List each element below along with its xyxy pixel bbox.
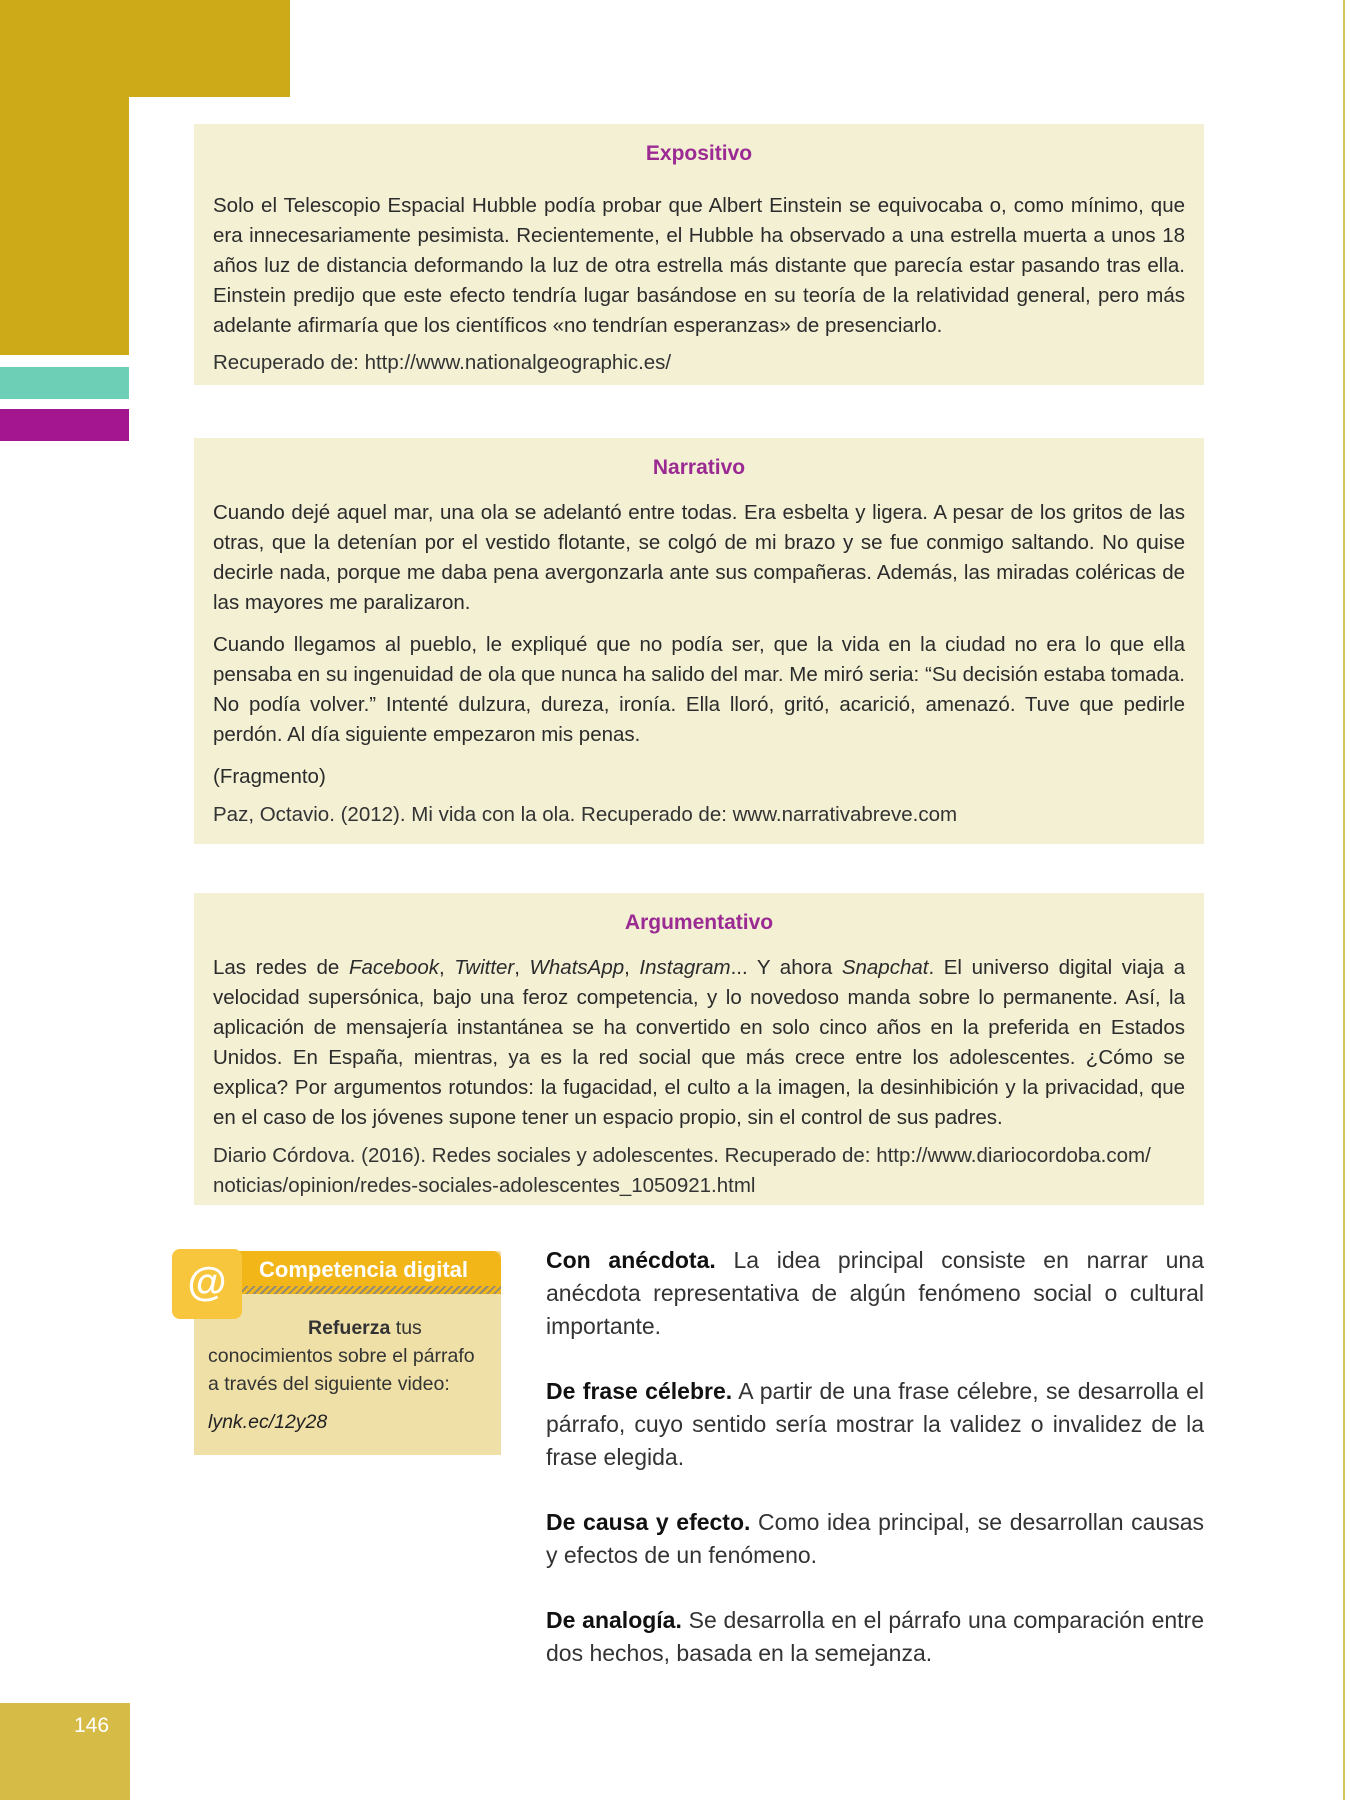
argumentativo-mid: ... Y ahora [730, 956, 842, 979]
expositivo-source: Recuperado de: http://www.nationalgeographic.es/ [213, 351, 672, 374]
type-desc: La idea principal consiste en narrar una anécdota representativa de algún fenómeno social o cultural importante. [546, 1247, 1204, 1339]
type-desc: A partir de una frase célebre, se desarrolla el párrafo, cuyo sentido sería mostrar la validez o invalidez de la frase elegida. [546, 1378, 1204, 1470]
argumentativo-rest: . El universo digital viaja a velocidad supersónica, bajo una feroz competencia, y lo novedoso manda sobre lo permanente. Así, la aplicación de mensajería instantánea se ha convertido en solo cinco años en la preferida en Estados Unidos. En España, mientras, ya es la red social que más crece entre los adolescentes. ¿Cómo se explica? Por argumentos rotundos: la fugacidad, el culto a la imagen, la desinhibición y la privacidad, que en el caso de los jóvenes supone tener un espacio propio, sin el control de sus padres. [213, 956, 1185, 1129]
competencia-digital-header [239, 1251, 501, 1294]
expositivo-text: Solo el Telescopio Espacial Hubble podía probar que Albert Einstein se equivocaba o, como mínimo, que era innecesariamente pesimista. Recientemente, el Hubble ha observado a una estrella muerta a unos 18 años luz de distancia deformando la luz de otra estrella más distante que parecía estar pasando tras ella. Einstein predijo que este efecto tendría lugar basándose en su teoría de la relatividad general, pero más adelante afirmaría que los científicos «no tendrían esperanzas» de presenciarlo. [213, 194, 1185, 337]
type-desc: Como idea principal, se desarrollan causas y efectos de un fenómeno. [546, 1509, 1204, 1568]
type-item-causa-efecto [546, 1506, 1204, 1572]
separator: , [624, 956, 640, 979]
header-stripe [239, 1286, 501, 1294]
type-term: Con anécdota. [546, 1247, 716, 1273]
separator: , [438, 956, 455, 979]
expositivo-box [194, 124, 1204, 385]
type-term: De frase célebre. [546, 1378, 733, 1404]
at-sign-icon: @ [172, 1249, 242, 1319]
page-number-block [0, 1703, 130, 1800]
type-term: De analogía. [546, 1607, 682, 1633]
page-number: 146 [74, 1714, 110, 1737]
type-term: De causa y efecto. [546, 1509, 751, 1535]
type-item-anecdota [546, 1244, 1204, 1343]
narrativo-source: Paz, Octavio. (2012). Mi vida con la ola. Recuperado de: www.narrativabreve.com [213, 803, 958, 826]
competencia-text: tus conocimientos sobre el párrafo a través del siguiente video: [208, 1317, 475, 1395]
decorative-top-block [0, 0, 290, 97]
decorative-magenta-stripe [0, 409, 129, 441]
argumentativo-source-line-2: noticias/opinion/redes-sociales-adolescentes_1050921.html [213, 1174, 756, 1197]
argumentativo-box [194, 893, 1204, 1205]
competencia-bold: Refuerza [308, 1317, 391, 1339]
expositivo-title: Expositivo [645, 142, 753, 165]
type-item-analogia [546, 1604, 1204, 1670]
decorative-right-line [1343, 0, 1345, 1800]
narrativo-paragraph-1: Cuando dejé aquel mar, una ola se adelantó entre todas. Era esbelta y ligera. A pesar de los gritos de las otras, que la detenían por el vestido flotante, se colgó de mi brazo y se fue conmigo saltando. No quise decirle nada, porque me daba pena avergonzarla ante sus compañeras. Además, las miradas coléricas de las mayores me paralizaron. [213, 501, 1185, 614]
type-desc: Se desarrolla en el párrafo una comparación entre dos hechos, basada en la semejanza. [546, 1607, 1205, 1666]
narrativo-box [194, 438, 1204, 844]
narrativo-title: Narrativo [652, 456, 746, 479]
decorative-teal-stripe [0, 367, 129, 399]
narrativo-fragment: (Fragmento) [213, 765, 326, 788]
competencia-digital-text [208, 1314, 488, 1398]
argumentativo-source-line-1: Diario Córdova. (2016). Redes sociales y adolescentes. Recuperado de: http://www.diariocordoba.com/ [213, 1144, 1151, 1167]
type-item-frase-celebre [546, 1375, 1204, 1474]
video-link[interactable]: lynk.ec/12y28 [208, 1411, 328, 1433]
argumentativo-title: Argumentativo [624, 911, 774, 934]
competencia-digital-title: Competencia digital [259, 1257, 469, 1282]
network-whatsapp: WhatsApp [529, 956, 625, 979]
paragraph-types-list [546, 1244, 1204, 1702]
separator: , [514, 956, 530, 979]
decorative-left-band [0, 97, 129, 355]
network-twitter: Twitter [454, 956, 515, 979]
argumentativo-text [213, 953, 1185, 1133]
network-snapchat: Snapchat [841, 956, 929, 979]
network-facebook: Facebook [348, 956, 439, 979]
narrativo-paragraph-2: Cuando llegamos al pueblo, le expliqué que no podía ser, que la vida en la ciudad no era lo que ella pensaba en su ingenuidad de ola que nunca ha salido del mar. Me miró seria: “Su decisión estaba tomada. No podía volver.” Intenté dulzura, dureza, ironía. Ella lloró, gritó, acarició, amenazó. Tuve que pedirle perdón. Al día siguiente empezaron mis penas. [213, 633, 1185, 746]
network-instagram: Instagram [639, 956, 731, 979]
argumentativo-intro: Las redes de [213, 956, 349, 979]
